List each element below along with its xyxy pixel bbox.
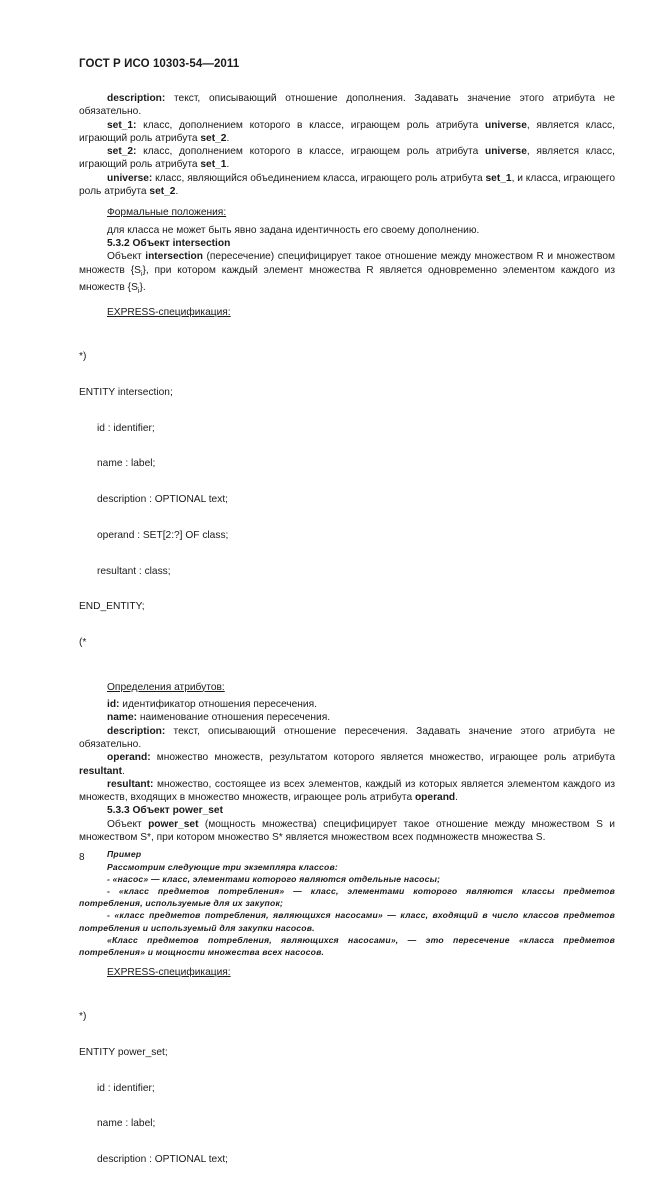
example-line: - «класс предметов потребления, являющихся насосами» — класс, входящий в число классов предметов потребления и используемый для закупки насосов.	[79, 910, 615, 933]
attr-defs-heading: Определения атрибутов:	[107, 681, 225, 693]
document-header: ГОСТ Р ИСО 10303-54—2011	[79, 58, 240, 70]
express-heading-2: EXPRESS-спецификация:	[107, 967, 231, 979]
attr-id: id: идентификатор отношения пересечения.	[107, 699, 317, 711]
attr-operand: operand: множество множеств, результатом которого является множество, играющее роль атрибута resultant.	[79, 752, 615, 777]
attr-name: name: наименование отношения пересечения.	[107, 712, 331, 724]
express-code-power-set: *) ENTITY power_set; id : identifier; name : label; description : OPTIONAL text;	[79, 1011, 228, 1166]
attr-universe: universe: класс, являющийся объединением класса, играющего роль атрибута set_1, и класса, играющего роль атрибута set_2.	[79, 172, 615, 198]
example-line: - «класс предметов потребления» — класс, элементами которого являются классы предметов потребления, используемые для их закупок;	[79, 885, 615, 909]
page-number: 8	[79, 852, 85, 863]
attr-resultant: resultant: множество, состоящее из всех элементов, каждый из которых является элементом каждого из множеств, входящих в множество множеств, играющее роль атрибута operand.	[79, 778, 615, 804]
page-body	[79, 92, 615, 1190]
attr-set-1: set_1: класс, дополнением которого в классе, играющем роль атрибута universe, является класс, играющий роль атрибута set_2.	[79, 119, 615, 144]
example-line: «Класс предметов потребления, являющихся насосами», — это пересечение «класса предметов потребления» и мощности множества всех насосов.	[79, 934, 615, 957]
attr-description: description: текст, описывающий отношение дополнения. Задавать значение этого атрибута не обязательно.	[79, 93, 615, 118]
example-line: - «насос» — класс, элементами которого являются отдельные насосы;	[107, 873, 441, 884]
example-line: Рассмотрим следующие три экземпляра классов:	[107, 861, 338, 872]
section-5-3-3-title: 5.3.3 Объект power_set	[107, 805, 223, 817]
formal-heading: Формальные положения:	[107, 207, 227, 219]
formal-text: для класса не может быть явно задана идентичность его своему дополнению.	[107, 224, 480, 236]
section-5-3-3-text: Объект power_set (мощность множества) специфицирует такое отношение между множеством S и множеством S*, при котором множество S* является множеством всех подмножеств множества S.	[79, 818, 615, 844]
express-heading-1: EXPRESS-спецификация:	[107, 307, 231, 319]
section-5-3-2-title: 5.3.2 Объект intersection	[107, 237, 231, 249]
section-5-3-2-text: Объект intersection (пересечение) специфицирует такое отношение между множеством R и множеством множеств $\{S_i\}$, при котором каждый элемент множества R является одновременно элементом каждого из множеств $\{S_i\}$.	[79, 251, 615, 295]
express-code-intersection: *) ENTITY intersection; id : identifier; name : label; description : OPTIONAL text; operand : SET[2:?] OF class; resultant : class; END_ENTITY; (*	[79, 351, 229, 649]
attr-set-2: set_2: класс, дополнением которого в классе, играющем роль атрибута universe, является класс, играющий роль атрибута set_1.	[79, 146, 615, 171]
example-title: Пример	[107, 849, 142, 860]
attr-description-2: description: текст, описывающий отношение пересечения. Задавать значение этого атрибута не обязательно.	[79, 725, 615, 750]
